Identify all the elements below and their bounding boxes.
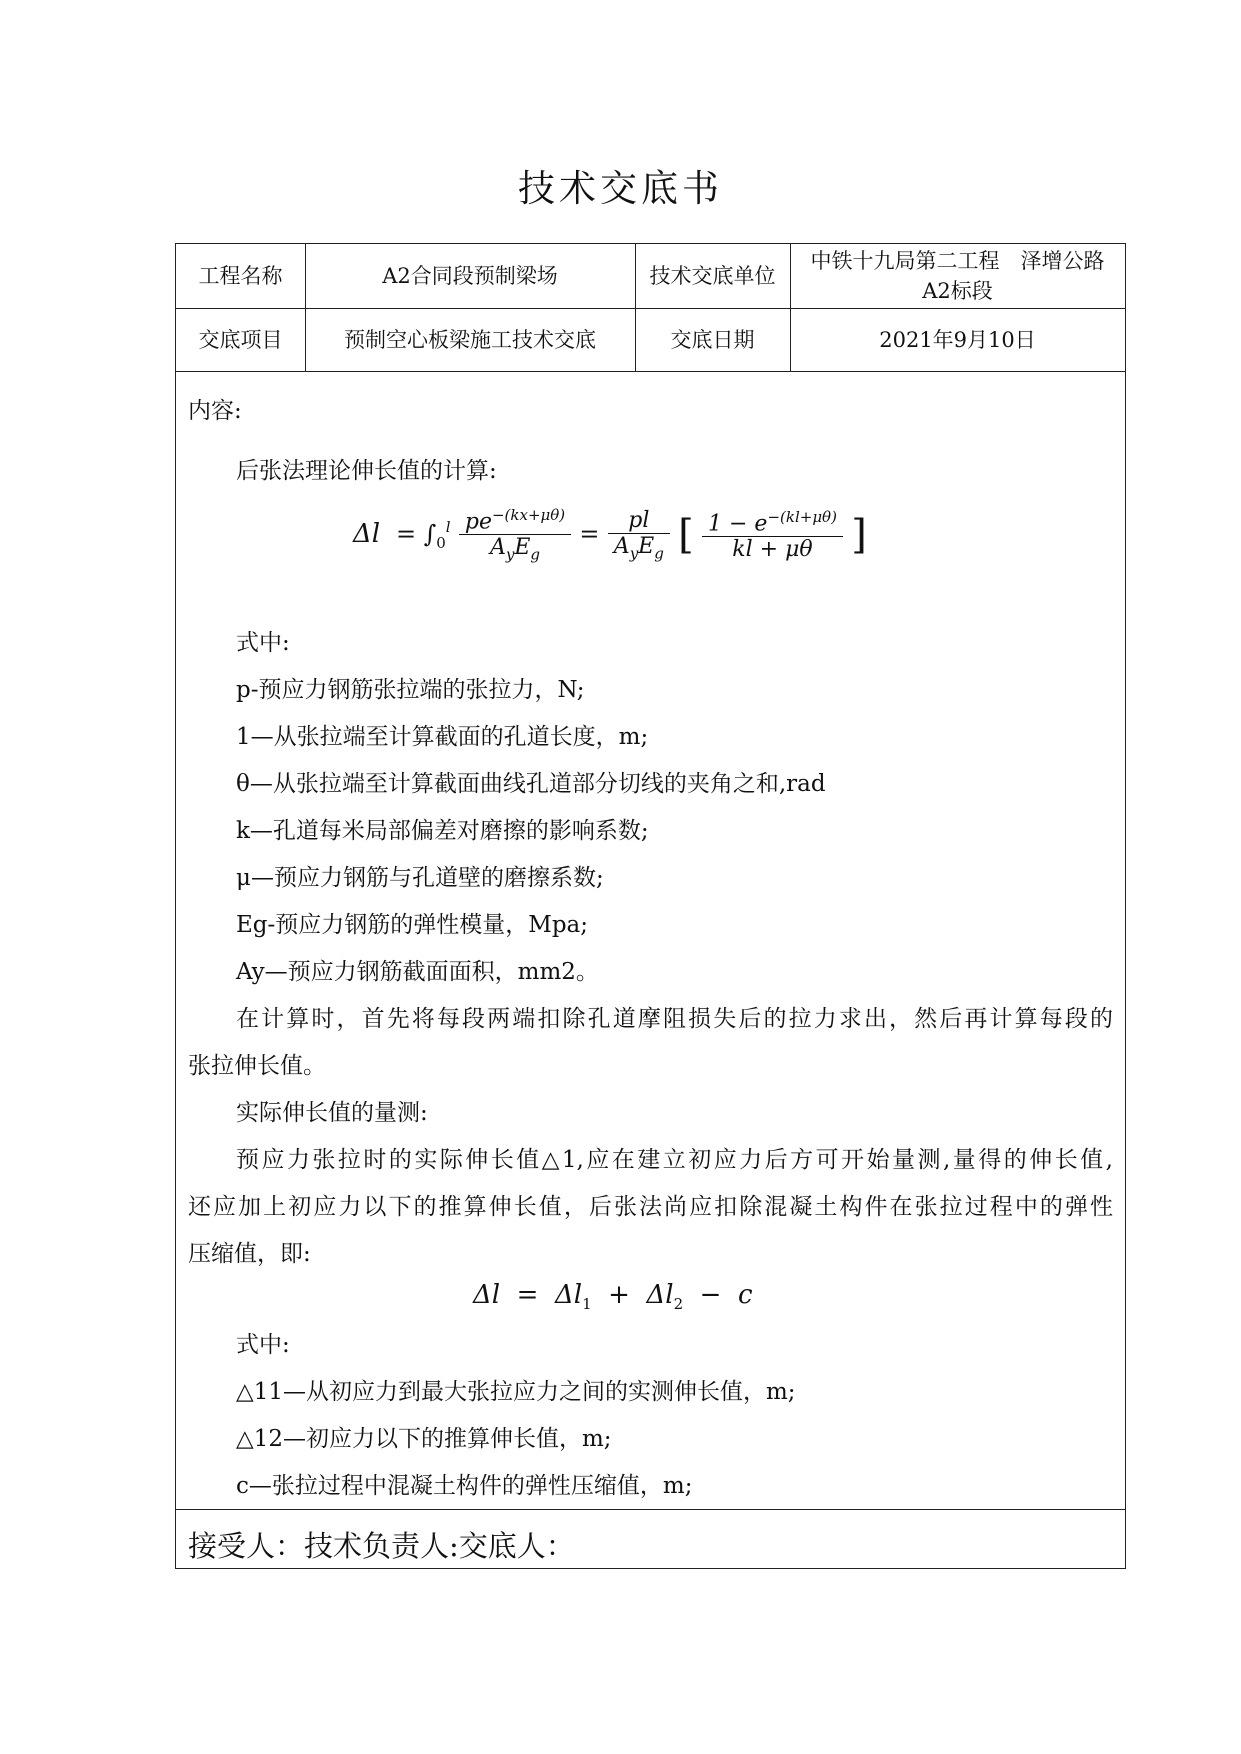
section2-title: 实际伸长值的量测: [236,1100,428,1126]
paragraph-1-line-1: 在计算时，首先将每段两端扣除孔道摩阻损失后的拉力求出，然后再计算每段的 [236,1006,1113,1032]
row-divider [176,371,1125,372]
item-label: 交底项目 [198,327,283,352]
unit-value-line1: 中铁十九局第二工程 泽增公路 [810,249,1105,273]
unit-label: 技术交底单位 [649,264,776,288]
project-name-label: 工程名称 [198,264,283,288]
definition-delta-l1: △11—从初应力到最大张拉应力之间的实测伸长值，m; [236,1379,796,1405]
where-label-1: 式中: [236,630,290,656]
unit-value [790,244,1125,308]
item-value: 预制空心板梁施工技术交底 [344,327,596,352]
elongation-formula-2: $\Delta l = \Delta l_1 + \Delta l_2 - c$ [473,1280,753,1314]
definition-mu: μ—预应力钢筋与孔道壁的磨擦系数; [236,865,604,891]
elongation-formula-1: $\Delta l = \int_0^l$ $\frac{pe^{-(kx+\mu\theta)}}{A_yE_g}$ = $\frac{pl}{A_yE_g}$ [ $\frac{1 - e^{-(kl+\mu\theta)}}{kl + \mu\theta}$ ] [353,506,867,564]
definition-k: k—孔道每米局部偏差对磨擦的影响系数; [236,818,649,844]
definition-p: p-预应力钢筋张拉端的张拉力，N; [236,677,585,703]
paragraph-2-line-1: 预应力张拉时的实际伸长值△1,应在建立初应力后方可开始量测,量得的伸长值, [236,1147,1113,1173]
definition-c: c—张拉过程中混凝土构件的弹性压缩值，m; [236,1473,693,1499]
section1-title: 后张法理论伸长值的计算: [236,458,497,484]
definition-delta-l2: △12—初应力以下的推算伸长值，m; [236,1426,612,1452]
project-name-value: A2合同段预制梁场 [382,264,558,288]
paragraph-2-line-3: 压缩值，即: [188,1241,311,1267]
row-divider [176,1509,1125,1510]
paragraph-2-line-2: 还应加上初应力以下的推算伸长值，后张法尚应扣除混凝土构件在张拉过程中的弹性 [188,1194,1113,1220]
content-label: 内容: [188,398,242,424]
signature-line: 接受人：技术负责人:交底人： [188,1529,575,1563]
disclosure-table [175,243,1126,1569]
definition-eg: Eg-预应力钢筋的弹性模量，Mpa; [236,912,589,938]
definition-ay: Ay—预应力钢筋截面面积，mm2。 [236,959,599,985]
date-label: 交底日期 [670,327,755,352]
paragraph-1-line-2: 张拉伸长值。 [188,1053,326,1079]
document-title: 技术交底书 [518,167,723,210]
definition-theta: θ—从张拉端至计算截面曲线孔道部分切线的夹角之和,rad [236,771,826,797]
date-value: 2021年9月10日 [879,327,1036,352]
definition-l: 1—从张拉端至计算截面的孔道长度，m; [236,724,649,750]
unit-value-line2: A2标段 [922,279,993,303]
where-label-2: 式中: [236,1332,290,1358]
